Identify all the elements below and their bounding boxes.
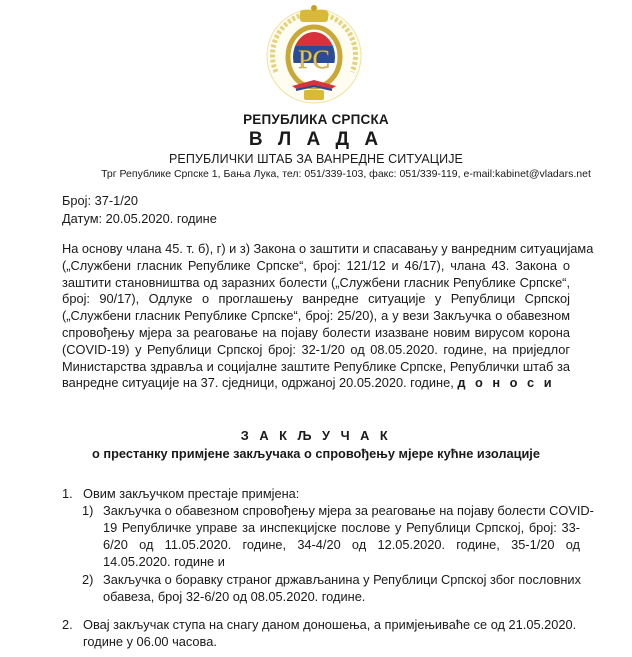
conclusion-heading: З А К Љ У Ч А К — [240, 428, 392, 443]
government-title: В Л А Д А — [248, 129, 384, 150]
document-number: Број: 37-1/20 — [62, 193, 138, 208]
republic-name: РЕПУБЛИКА СРПСКА — [243, 112, 389, 127]
item-line: Овај закључак ступа на снагу даном доношења, а примјењиваће се од 21.05.2020. — [83, 617, 577, 632]
sub-item-line: Закључка о обавезном спровођењу мјера за реаговање на појаву болести COVID- — [103, 503, 594, 518]
document-date: Датум: 20.05.2020. године — [62, 211, 217, 226]
conclusion-subtitle: о престанку примјене закључака о спровођењу мјере кућне изолације — [92, 446, 540, 461]
item-line: године у 06.00 часова. — [83, 634, 217, 649]
coat-of-arms-icon — [258, 2, 370, 106]
contact-address: Трг Републике Српске 1, Бања Лука, тел: 051/339-103, факс: 051/339-119, e-mail:kabinet@vladars.net — [101, 168, 591, 180]
headquarters-name: РЕПУБЛИЧКИ ШТАБ ЗА ВАНРЕДНЕ СИТУАЦИЈЕ — [169, 152, 463, 166]
preamble-last-line — [62, 375, 570, 392]
sub-item-line: обавеза, број 32-6/20 од 08.05.2020. године. — [103, 589, 366, 604]
preamble-line: Министарства здравља и социјалне заштите Републике Српске, Републички штаб за — [62, 358, 570, 374]
preamble-line: На основу члана 45. т. б), г) и з) Закона о заштити и спасавању у ванредним ситуацијама — [62, 241, 594, 256]
item-number: 1. — [62, 486, 73, 501]
sub-item-line: 6/20 од 11.05.2020. године, 34-4/20 од 12.05.2020. године, 35-1/20 од — [103, 537, 580, 552]
item-number: 2. — [62, 617, 73, 632]
svg-text:PC: PC — [298, 45, 330, 74]
sub-item-number: 1) — [82, 503, 94, 518]
sub-item-line: 14.05.2020. године и — [103, 554, 225, 569]
preamble-paragraph — [62, 241, 594, 392]
preamble-line: спровођењу мјера за реаговање на појаву болести изазване новим вирусом корона — [62, 324, 570, 340]
sub-item-line: Закључка о боравку страног држављанина у Републици Српској због пословних — [103, 572, 581, 587]
preamble-line: („Службени гласник Републике Српске“, број: 121/12 и 46/17), члана 43. Закона о — [62, 257, 570, 273]
item-text: Овим закључком престаје примјена: — [83, 486, 300, 501]
preamble-line: („Службени гласник Републике Српске“, број: 25/20), а у вези Закључка о обавезном — [62, 308, 570, 324]
preamble-line-text: ванредне ситуације на 37. сједници, одржаној 20.05.2020. године, — [62, 375, 458, 391]
preamble-line: број: 90/17), Одлуке о проглашењу ванредне ситуације у Републици Српској — [62, 291, 570, 307]
preamble-line: заштити становништва од заразних болести („Службени гласник Републике Српске“, — [62, 274, 570, 290]
sub-item-number: 2) — [82, 572, 94, 587]
decision-verb: д о н о с и — [457, 375, 555, 391]
sub-item-line: 19 Републичке управе за инспекцијске послове у Републици Српској, број: 33- — [103, 520, 580, 535]
preamble-line: (COVID-19) у Републици Српској број: 32-1/20 од 08.05.2020. године, на приједлог — [62, 341, 570, 357]
